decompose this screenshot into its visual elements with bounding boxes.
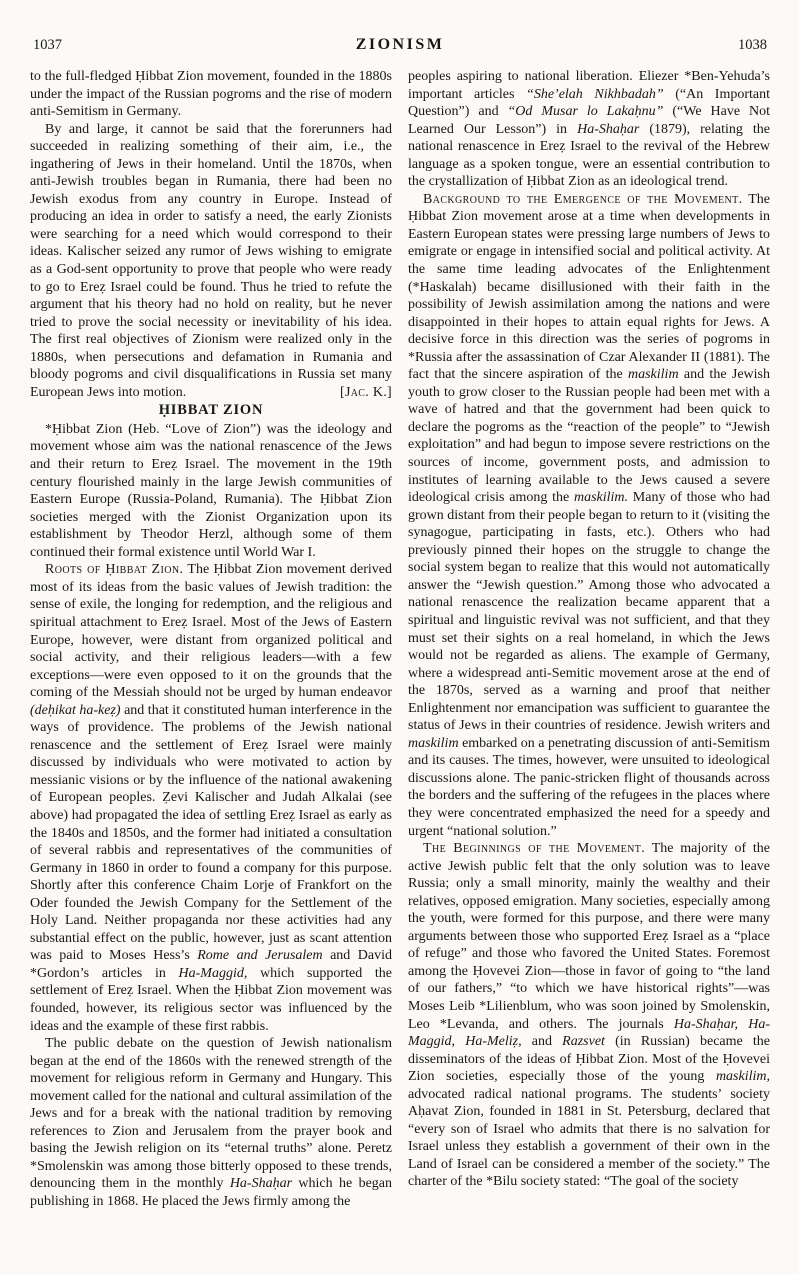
paragraph — [30, 1035, 392, 1210]
italic-text-run: Ha-Maggid, — [178, 965, 248, 981]
paragraph — [408, 68, 770, 191]
italic-text-run: maskilim. — [573, 490, 629, 506]
italic-text-run: Ha-Shaḥar — [229, 1176, 293, 1192]
text-run: (in Russian) became the disseminators of the ideas of Ḥibbat Zion. Most of the Ḥovevei Zion societies, especially those of the young — [408, 1034, 771, 1085]
text-run: (“We Have Not Learned Our Lesson”) in — [408, 104, 770, 137]
author-signature: [Jac. K.] — [340, 384, 392, 400]
paragraph — [408, 191, 770, 840]
text-run: Many of those who had grown distant from their people began to return to it (visiting the synagogue, participating in fasts, etc.). Others who had previously pinned their hopes on the struggle to change the social system began to realize that this would not automatically answer the “Jewish question.” Among those who advocated a national renascence the realization became apparent that a spiritual and linguistic revival was not sufficient, and that they must set their sights on a real homeland, in which the Jews would not be regarded as aliens. The example of Germany, where a widespread anti-Semitic movement arose at the end of the 1870s, served as a warning and proof that neither Enlightenment nor emancipation was sufficient to guarantee the status of Jews in their countries of residence. Jewish writers and — [408, 490, 770, 734]
italic-text-run: “She’elah Nikhbadah” — [526, 86, 664, 102]
text-run: (“An Important Question”) and — [408, 86, 770, 120]
italic-text-run: Razsvet — [562, 1034, 605, 1050]
text-run: peoples aspiring to national liberation. Eliezer *Ben-Yehuda’s important articles — [408, 69, 770, 102]
paragraph — [30, 121, 392, 402]
italic-text-run: maskilim — [628, 367, 679, 383]
text-run: (1879), relating the national renascence in Ereẓ Israel to the revival of the Hebrew language as a spoken tongue, were an essential contribution to the crystallization of Ḥibbat Zion as an ideological trend. — [408, 121, 771, 190]
smallcaps-text-run: The Beginnings of the Movement. — [423, 841, 646, 857]
page-header — [30, 36, 770, 54]
text-run: *Ḥibbat Zion (Heb. “Love of Zion”) was the ideology and movement whose aim was the national renascence of the Jews and their return to Ereẓ Israel. The movement in the 19th century flourished mainly in the large Jewish communities of Eastern Europe (Russia-Poland, Rumania). The Ḥibbat Zion societies merged with the Zionist Organization upon its establishment by Theodor Herzl, although some of them continued their formal existence until World War I. — [30, 421, 392, 560]
paragraph — [30, 561, 392, 1035]
section-heading: ḤIBBAT ZION — [158, 402, 264, 419]
smallcaps-text-run: Background to the Emergence of the Movement. — [423, 191, 743, 207]
paragraph — [30, 421, 392, 561]
text-run: The Ḥibbat Zion movement derived most of its ideas from the basic values of Jewish tradition: the sense of exile, the longing for redemption, and the religious and spiritual attachment to Ereẓ Israel. Most of the Jews of Eastern Europe, however, were distant from organized political and social activity, and their religious leaders—with a few exceptions—were even opposed to it on the grounds that the coming of the Messiah should not be urged by human endeavor — [30, 562, 392, 701]
italic-text-run: maskilim, — [715, 1069, 770, 1085]
text-run: By and large, it cannot be said that the forerunners had succeeded in realizing something of their aim, i.e., the ingathering of Jews in their homeland. Until the 1870s, when anti-Jewish troubles began in Rumania, there had been no Jewish exodus from any country in Europe. Instead of producing an idea in order to satisfy a need, the early Zionists were searching for a need which would correspond to their ideas. Kalischer seized any rumor of Jews wishing to emigrate as a God-sent opportunity to prove that people who were ready to go to Ereẓ Israel could be found. Thus he tried to refute the argument that his theory had no hold on reality, but he never tried to prove the social necessity or inevitability of his idea. The first real objectives of Zionism were realized only in the 1880s, when persecutions and defamation in Rumania and bloody pogroms and civil disqualifications in Russia set many European Jews into motion. — [30, 121, 392, 400]
right-page-number: 1038 — [738, 37, 767, 53]
text-run: embarked on a penetrating discussion of anti-Semitism and its causes. The times, however, were unsuited to ideological discussions alone. The panic-stricken flight of thousands across the borders and the suffering of the refugees in the places where they were concentrated emphasized the need for a speedy and urgent “national solution.” — [408, 735, 770, 839]
running-title: ZIONISM — [355, 36, 445, 53]
text-run: The public debate on the question of Jewish nationalism began at the end of the 1860s with the renewed strength of the movement for religious reform in Germany and Hungary. This movement called for the national and cultural assimilation of the Jews and for a break with the national tradition by removing references to Zion and Jerusalem from the prayer book and basing the Jewish religion on its “eternal truths” alone. Peretz *Smolenskin was among those bitterly opposed to these trends, denouncing them in the monthly — [30, 1036, 392, 1192]
text-run: advocated radical national programs. The students’ society Aḥavat Zion, founded in 1881 in St. Petersburg, declared that “every son of Israel who admits that there is no salvation for Israel unless they establish a government of their own in the Land of Israel can be considered a member of the society.” The charter of the *Bilu society stated: “The goal of the society — [408, 1086, 770, 1190]
text-run: and — [521, 1034, 563, 1050]
text-run: and David *Gordon’s articles in — [30, 948, 392, 981]
text-run: which he began publishing in 1868. He placed the Jews firmly among the — [30, 1176, 392, 1209]
italic-text-run: (deḥikat ha-keẓ) — [30, 702, 121, 718]
italic-text-run: Rome and Jerusalem — [197, 948, 323, 964]
text-columns — [30, 68, 770, 1211]
column-left — [30, 68, 392, 1211]
paragraph — [30, 68, 392, 121]
italic-text-run: “Od Musar lo Lakaḥnu” — [507, 104, 664, 120]
italic-text-run: maskilim — [408, 735, 459, 751]
italic-text-run: Ha-Shaḥar — [577, 121, 640, 137]
text-run: to the full-fledged Ḥibbat Zion movement, founded in the 1880s under the impact of the Russian pogroms and the rise of modern anti-Semitism in Germany. — [30, 69, 392, 120]
text-run: and that it constituted human interference in the ways of providence. The problems of the Jewish national renascence and the settlement of Ereẓ Israel were mainly discussed by individuals who were motivated to action by messianic visions or by the influence of the national awakening of European peoples. Ẓevi Kalischer and Judah Alkalai (see above) had propagated the idea of settling Ereẓ Israel as early as the 1840s and 1850s, and the former had initiated a consultation of several rabbis and representatives of the communities of Germany in 1860 in order to found a company for this purpose. Shortly after this conference Chaim Lorje of Frankfort on the Oder founded the Jewish Company for the Settlement of the Holy Land. Neither propaganda nor these activities had any substantial effect on the public, however, just as scant attention was paid to Moses Hess’s — [30, 702, 392, 964]
italic-text-run: Ha-Shaḥar, Ha-Maggid, Ha-Meliẓ, — [408, 1016, 770, 1050]
text-run: The majority of the active Jewish public felt that the only solution was to leave Russia; only a small minority, mainly the wealthy and their relatives, opposed emigration. Many societies, especially among the youth, were formed for this purpose, and there were many arguments between those who supported Ereẓ Israel as a “place of refuge” and those who favored the United States. Foremost among the Ḥovevei Zion—those in favor of going to “the land of our fathers,” “to which we have historical rights”—was Moses Leib *Lilienblum, who was soon joined by Smolenskin, Leo *Levanda, and others. The journals — [408, 841, 770, 1032]
column-right — [408, 68, 770, 1211]
left-page-number: 1037 — [33, 37, 62, 53]
text-run: The Ḥibbat Zion movement arose at a time when developments in Eastern European states were pressing large numbers of Jews to emigrate or engage in intensified social and political activity. At the same time leading advocates of the Enlightenment (*Haskalah) became disillusioned with their faith in the possibility of Jewish assimilation among the nations and were disappointed in their hopes to attain equal rights for Jews. A decisive force in this direction was the series of pogroms in *Russia after the assassination of Czar Alexander II (1881). The fact that the sincere aspiration of the — [408, 191, 770, 383]
paragraph — [408, 840, 770, 1191]
text-run: and the Jewish youth to grow closer to the Russian people had been met with a wave of hatred and that the government had been quick to declare the pogroms as the “reaction of the people” to “Jewish exploitation” and had begun to impose severe restrictions on the sources of income, government posts, and admission to institutes of learning available to the Jews caused a severe ideological crisis among the — [408, 367, 770, 506]
text-run: which supported the settlement of Ereẓ Israel. When the Ḥibbat Zion movement was founded, however, its religious sector was influenced by the ideas and the example of these first rabbis. — [30, 965, 392, 1034]
smallcaps-text-run: Roots of Ḥibbat Zion. — [45, 562, 184, 578]
